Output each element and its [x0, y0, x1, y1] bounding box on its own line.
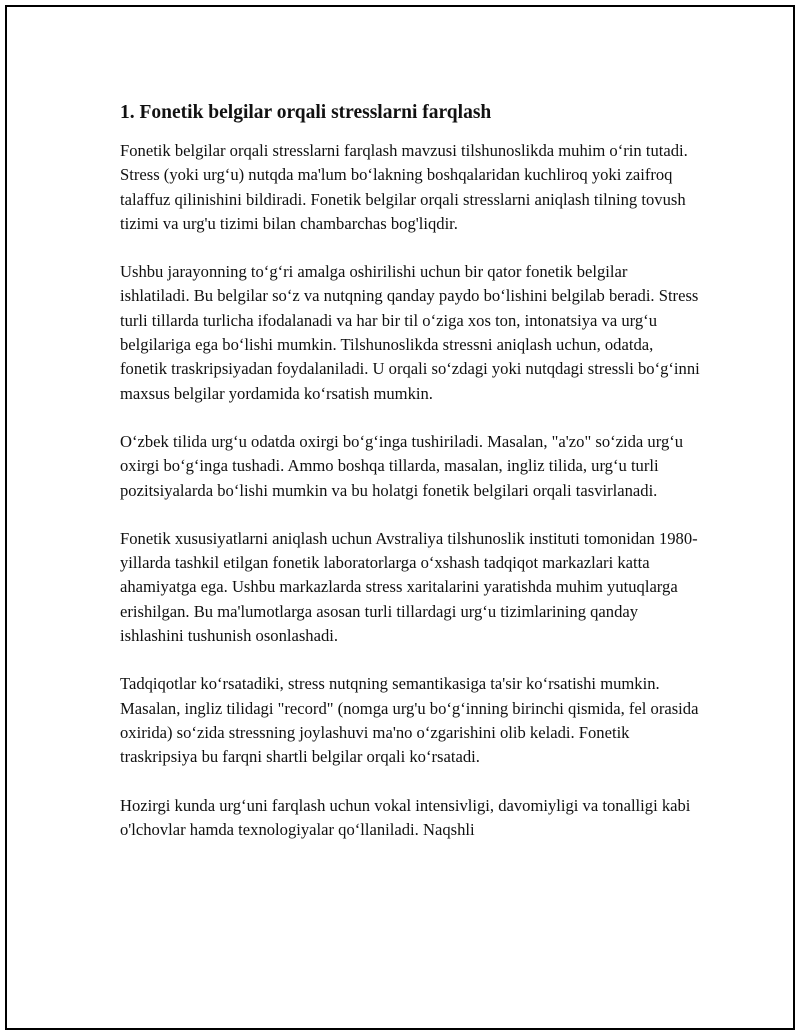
paragraph-4: Fonetik xususiyatlarni aniqlash uchun Avstraliya tilshunoslik instituti tomonidan 1980-yillarda tashkil etilgan fonetik laboratorlarga o‘xshash tadqiqot markazlari katta ahamiyatga ega. Ushbu markazlarda stress xaritalarini yaratishda muhim yutuqlarga erishilgan. Bu ma'lumotlarga asosan turli tillardagi urg‘u tizimlarining qanday ishlashini tushunish osonlashadi. — [120, 528, 698, 646]
paragraph-3: O‘zbek tilida urg‘u odatda oxirgi bo‘g‘inga tushiriladi. Masalan, "a'zo" so‘zida urg‘u oxirgi bo‘g‘inga tushadi. Ammo boshqa tillarda, masalan, ingliz tilida, urg‘u turli pozitsiyalarda bo‘lishi mumkin va bu holatgi fonetik belgilari orqali tasvirlanadi. — [120, 431, 684, 500]
paragraph-6: Hozirgi kunda urg‘uni farqlash uchun vokal intensivligi, davomiyligi va tonalligi kabi o'lchovlar hamda texnologiyalar qo‘llaniladi. Naqshli — [120, 795, 691, 839]
paragraph-1: Fonetik belgilar orqali stresslarni farqlash mavzusi tilshunoslikda muhim o‘rin tutadi. Stress (yoki urg‘u) nutqda ma'lum bo‘lakning boshqalaridan kuchliroq yoki zaifroq talaffuz qilinishini bildiradi. Fonetik belgilar orqali stresslarni aniqlash tilning tovush tizimi va urg'u tizimi bilan chambarchas bog'liqdir. — [120, 141, 688, 233]
section-heading: 1. Fonetik belgilar orqali stresslarni farqlash — [120, 102, 492, 123]
paragraph-5: Tadqiqotlar ko‘rsatadiki, stress nutqning semantikasiga ta'sir ko‘rsatishi mumkin. Masalan, ingliz tilidagi "record" (nomga urg'u bo‘g‘inning birinchi qismida, fel orasida oxirida) so‘zida stressning joylashuvi ma'no o‘zgarishini olib keladi. Fonetik traskripsiya bu farqni shartli belgilar orqali ko‘rsatadi. — [120, 674, 699, 767]
paragraph-2: Ushbu jarayonning to‘g‘ri amalga oshirilishi uchun bir qator fonetik belgilar ishlatiladi. Bu belgilar so‘z va nutqning qanday paydo bo‘lishini belgilab beradi. Stress turli tillarda turlicha ifodalanadi va har bir til o‘ziga xos ton, intonatsiya va urg‘u belgilariga ega bo‘lishi mumkin. Tilshunoslikda stressni aniqlash uchun, odatda, fonetik traskripsiyadan foydalaniladi. U orqali so‘zdagi yoki nutqdagi stressli bo‘g‘inni maxsus belgilar yordamida ko‘rsatish mumkin. — [120, 262, 700, 403]
document-body — [120, 99, 700, 866]
page-frame — [5, 5, 795, 1030]
